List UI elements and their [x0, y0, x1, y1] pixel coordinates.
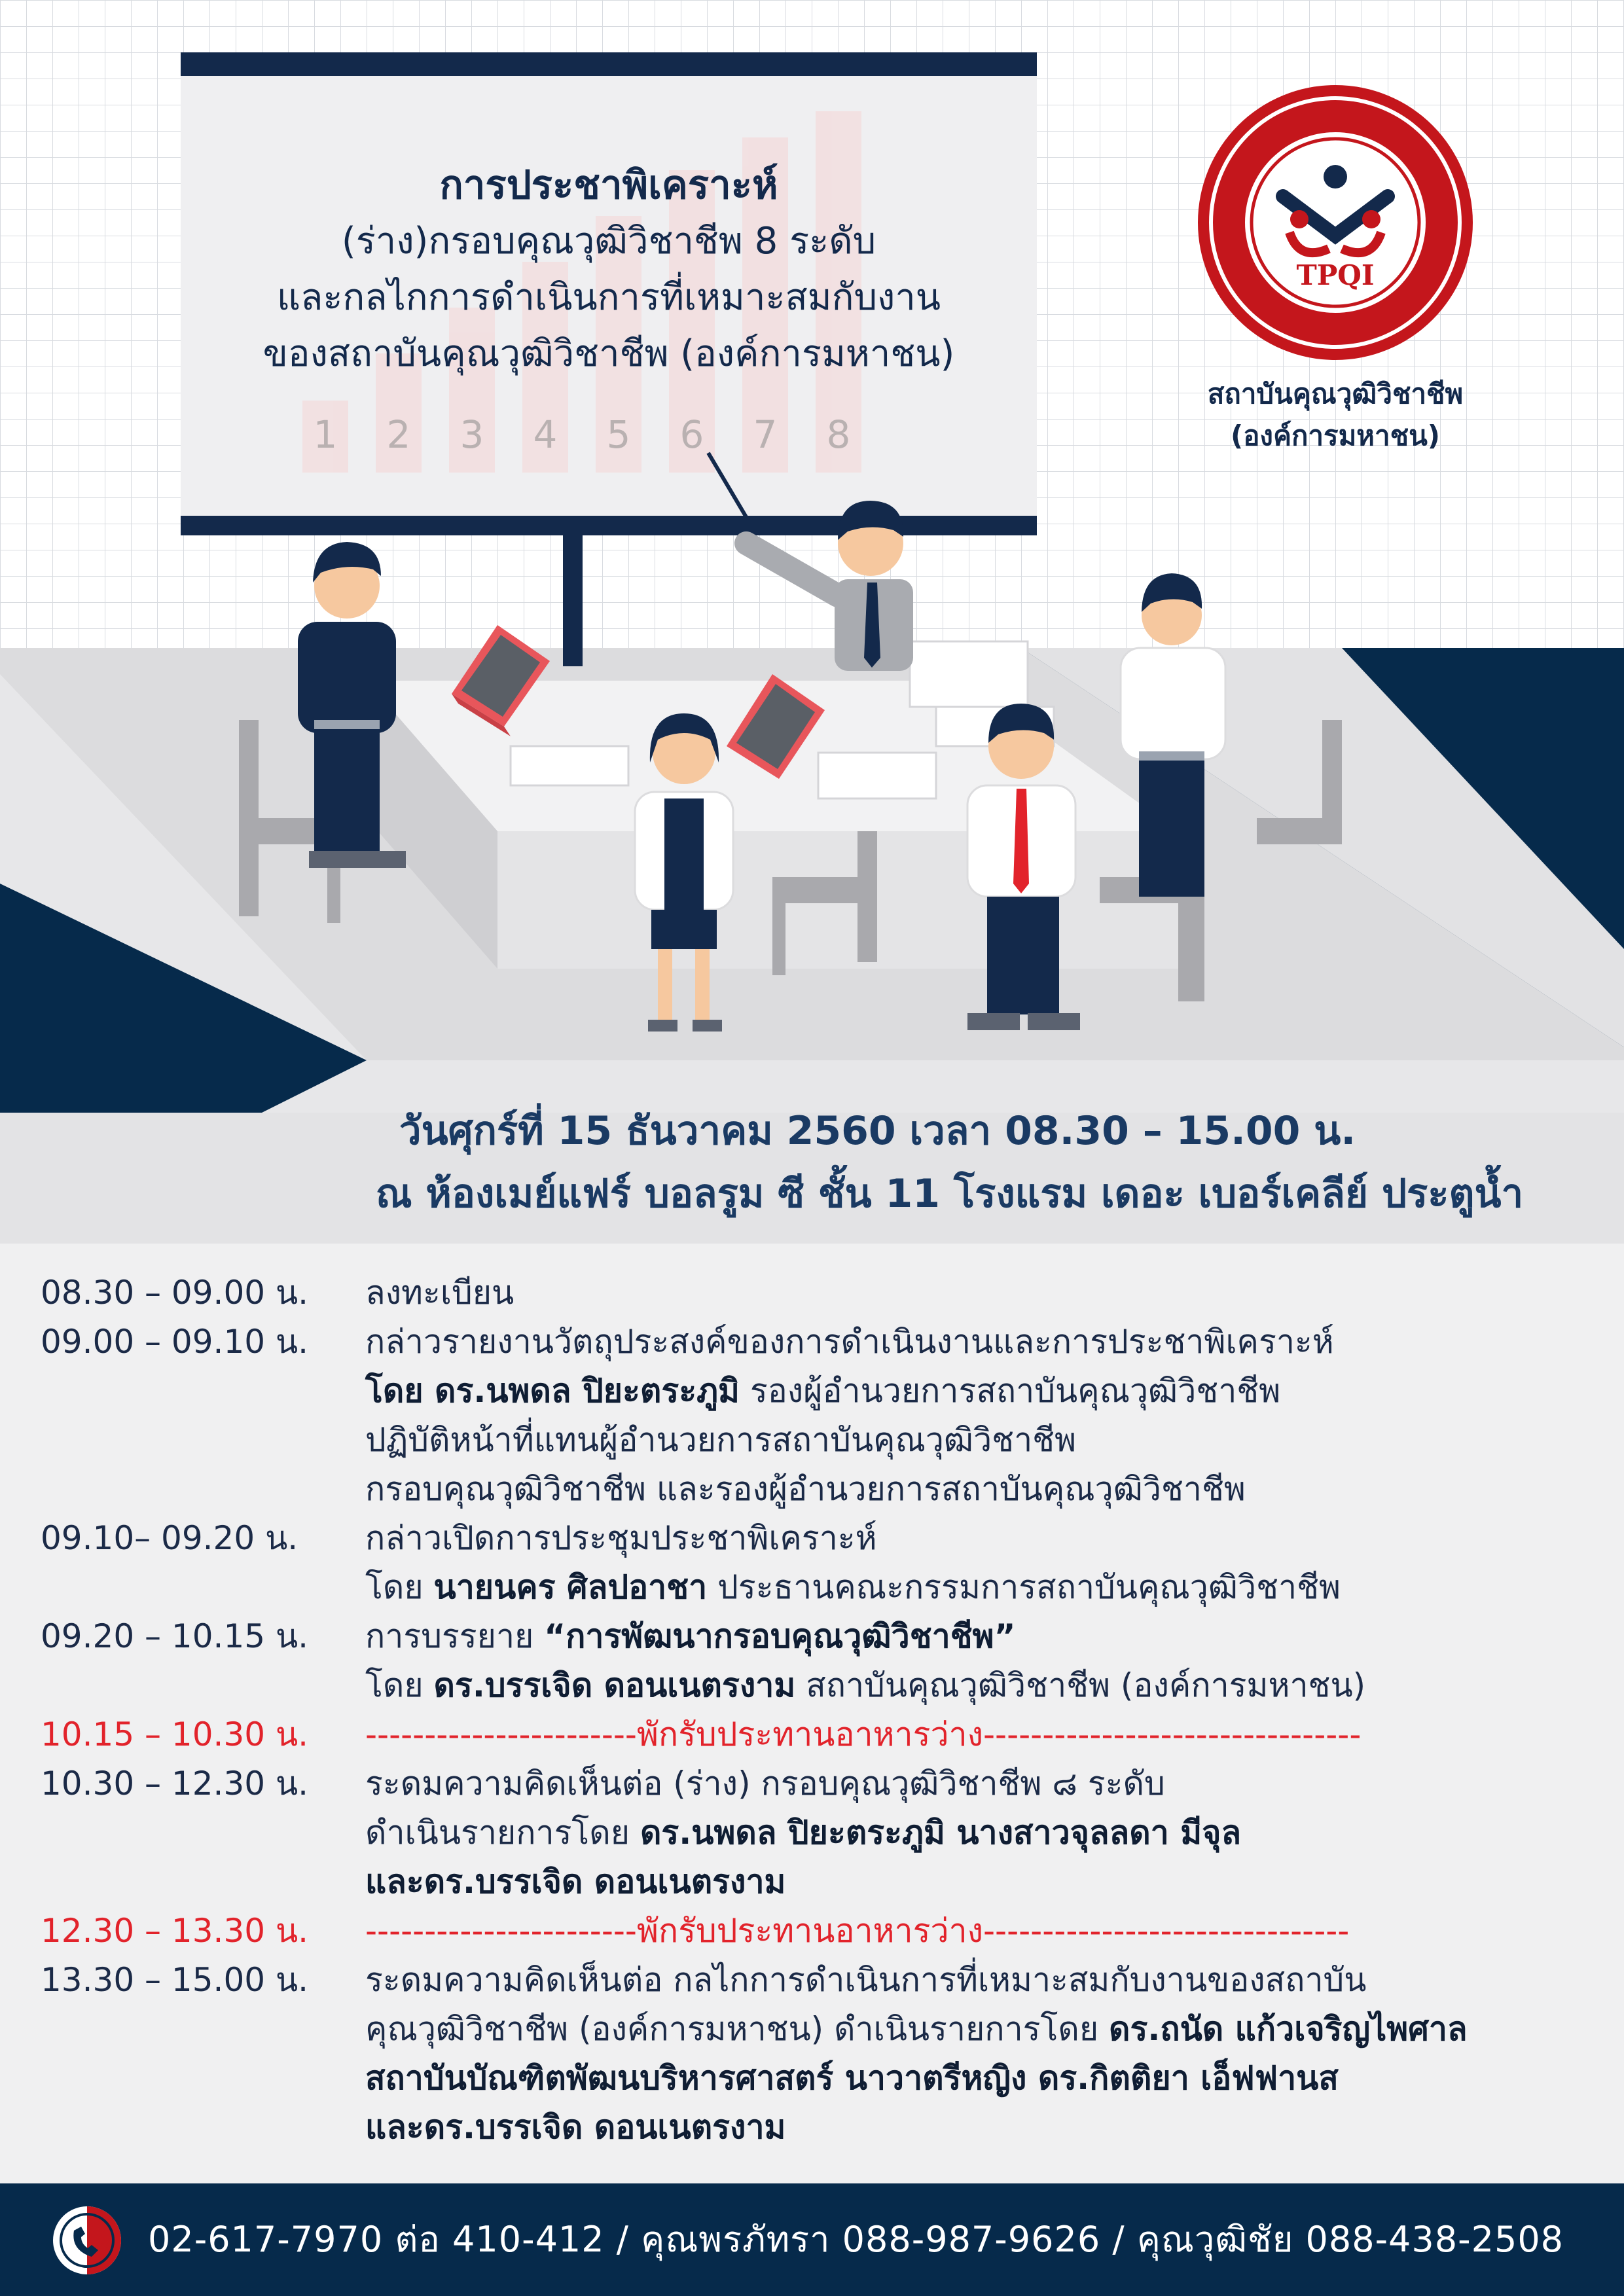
- agenda-line: โดย ดร.นพดล ปิยะตระภูมิ รองผู้อำนวยการสถาบันคุณวุฒิวิชาชีพ: [365, 1372, 1281, 1410]
- agenda-line: การบรรยาย “การพัฒนากรอบคุณวุฒิวิชาชีพ”: [365, 1617, 1016, 1655]
- agenda-line: โดย นายนคร ศิลปอาชา ประธานคณะกรรมการสถาบันคุณวุฒิวิชาชีพ: [365, 1568, 1341, 1606]
- tpqi-logo: [1198, 85, 1473, 360]
- agenda-item: [41, 1907, 1598, 1956]
- level-number: 2: [386, 412, 411, 457]
- agenda-description: [365, 1759, 1598, 1907]
- agenda-time: 08.30 – 09.00 น.: [41, 1274, 309, 1312]
- agenda-description: [365, 1514, 1598, 1612]
- event-venue: ณ ห้องเมย์แฟร์ บอลรูม ซี ชั้น 11 โรงแรม เดอะ เบอร์เคลีย์ ประตูน้ำ: [375, 1171, 1524, 1217]
- agenda-line: และดร.บรรเจิด ดอนเนตรงาม: [365, 2108, 786, 2146]
- level-number: 3: [460, 412, 484, 457]
- agenda-item: [41, 1759, 1598, 1907]
- logo-caption-line2: (องค์การมหาชน): [1231, 420, 1440, 452]
- agenda-item: [41, 1710, 1598, 1759]
- agenda-item: [41, 1268, 1598, 1318]
- agenda-description: [365, 1612, 1598, 1710]
- logo-caption: [1165, 373, 1506, 457]
- agenda-item: [41, 1318, 1598, 1514]
- agenda-line: สถาบันบัณฑิตพัฒนบริหารศาสตร์ นาวาตรีหญิง ดร.กิตติยา เอ็ฟฟานส: [365, 2059, 1339, 2097]
- agenda-time: 09.00 – 09.10 น.: [41, 1323, 309, 1361]
- agenda-item: [41, 1956, 1598, 2152]
- agenda-line: และดร.บรรเจิด ดอนเนตรงาม: [365, 1863, 786, 1901]
- agenda-list: [41, 1268, 1598, 2152]
- agenda-line: ดำเนินรายการโดย ดร.นพดล ปิยะตระภูมิ นางสาวจุลลดา มีจุล: [365, 1814, 1242, 1852]
- level-number: 7: [753, 412, 778, 457]
- level-number: 6: [679, 412, 704, 457]
- agenda-line: กล่าวรายงานวัตถุประสงค์ของการดำเนินงานและการประชาพิเคราะห์: [365, 1323, 1334, 1361]
- phone-icon: [51, 2204, 123, 2276]
- board-subtitle-1: (ร่าง)กรอบคุณวุฒิวิชาชีพ 8 ระดับ: [341, 220, 876, 262]
- logo-caption-line1: สถาบันคุณวุฒิวิชาชีพ: [1207, 378, 1464, 410]
- agenda-description: [365, 1956, 1598, 2152]
- contact-footer: [0, 2183, 1624, 2296]
- agenda-item: [41, 1612, 1598, 1710]
- agenda-time: 13.30 – 15.00 น.: [41, 1961, 309, 1999]
- agenda-time: 10.15 – 10.30 น.: [41, 1715, 309, 1753]
- board-subtitle-2: และกลไกการดำเนินการที่เหมาะสมกับงาน: [276, 276, 941, 319]
- agenda-line: ลงทะเบียน: [365, 1274, 514, 1312]
- agenda-line: กล่าวเปิดการประชุมประชาพิเคราะห์: [365, 1519, 877, 1557]
- board-subtitle-3: ของสถาบันคุณวุฒิวิชาชีพ (องค์การมหาชน): [262, 332, 955, 375]
- agenda-item: [41, 1514, 1598, 1612]
- agenda-line: ปฏิบัติหน้าที่แทนผู้อำนวยการสถาบันคุณวุฒิวิชาชีพ: [365, 1421, 1077, 1459]
- level-number: 8: [826, 412, 851, 457]
- agenda-description: [365, 1268, 1598, 1318]
- agenda-time: 10.30 – 12.30 น.: [41, 1765, 309, 1803]
- event-date: วันศุกร์ที่ 15 ธันวาคม 2560 เวลา 08.30 – 15.00 น.: [399, 1108, 1356, 1154]
- agenda-time: 09.20 – 10.15 น.: [41, 1617, 309, 1655]
- level-number: 5: [606, 412, 631, 457]
- agenda-line: -----------------------พักรับประทานอาหารว่าง-------------------------------: [365, 1912, 1350, 1950]
- agenda-line: ระดมความคิดเห็นต่อ (ร่าง) กรอบคุณวุฒิวิชาชีพ ๘ ระดับ: [365, 1765, 1165, 1803]
- board-title: การประชาพิเคราะห์: [439, 162, 778, 208]
- agenda-description: [365, 1318, 1598, 1514]
- agenda-line: คุณวุฒิวิชาชีพ (องค์การมหาชน) ดำเนินรายการโดย ดร.ถนัด แก้วเจริญไพศาล: [365, 2010, 1468, 2048]
- agenda-line: -----------------------พักรับประทานอาหารว่าง--------------------------------: [365, 1715, 1362, 1753]
- board-title-block: [181, 157, 1037, 382]
- logo-abbr: TPQI: [1296, 259, 1375, 291]
- level-number: 1: [313, 412, 338, 457]
- agenda-line: ระดมความคิดเห็นต่อ กลไกการดำเนินการที่เหมาะสมกับงานของสถาบัน: [365, 1961, 1367, 1999]
- agenda-line: โดย ดร.บรรเจิด ดอนเนตรงาม สถาบันคุณวุฒิวิชาชีพ (องค์การมหาชน): [365, 1666, 1366, 1704]
- agenda-time: 12.30 – 13.30 น.: [41, 1912, 309, 1950]
- agenda-description: [365, 1907, 1598, 1956]
- contact-text: 02-617-7970 ต่อ 410-412 / คุณพรภัทรา 088-987-9626 / คุณวุฒิชัย 088-438-2508: [148, 2219, 1564, 2260]
- agenda-description: [365, 1710, 1598, 1759]
- agenda-time: 09.10– 09.20 น.: [41, 1519, 298, 1557]
- agenda-line: กรอบคุณวุฒิวิชาชีพ และรองผู้อำนวยการสถาบันคุณวุฒิวิชาชีพ: [365, 1470, 1246, 1508]
- level-number: 4: [533, 412, 558, 457]
